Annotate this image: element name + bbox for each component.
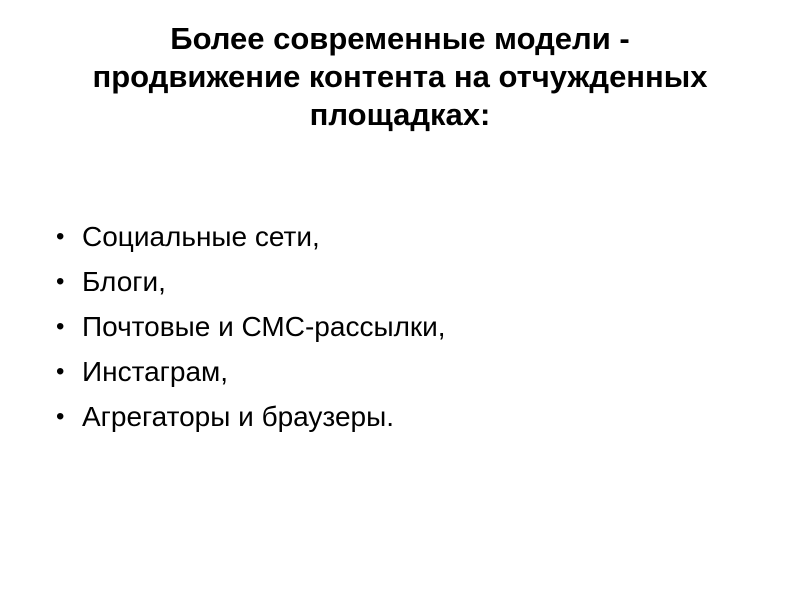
list-item-text: Почтовые и СМС-рассылки, xyxy=(82,311,446,342)
title-line: продвижение контента на отчужденных xyxy=(92,59,708,94)
title-line: площадках: xyxy=(309,97,491,132)
bullet-icon: • xyxy=(56,268,65,295)
bullet-icon: • xyxy=(56,223,65,250)
list-item xyxy=(50,214,750,259)
list-item xyxy=(50,304,750,349)
list-item-text: Социальные сети, xyxy=(82,221,320,252)
bullet-icon: • xyxy=(56,403,65,430)
list-item xyxy=(50,394,750,439)
list-item xyxy=(50,259,750,304)
list-item-text: Блоги, xyxy=(82,266,166,297)
bullet-icon: • xyxy=(56,358,65,385)
title-line: Более современные модели - xyxy=(170,21,630,56)
list-item-text: Агрегаторы и браузеры. xyxy=(82,401,395,432)
bullet-list xyxy=(50,214,750,439)
bullet-icon: • xyxy=(56,313,65,340)
slide-title xyxy=(40,20,760,134)
list-item xyxy=(50,349,750,394)
list-item-text: Инстаграм, xyxy=(82,356,229,387)
